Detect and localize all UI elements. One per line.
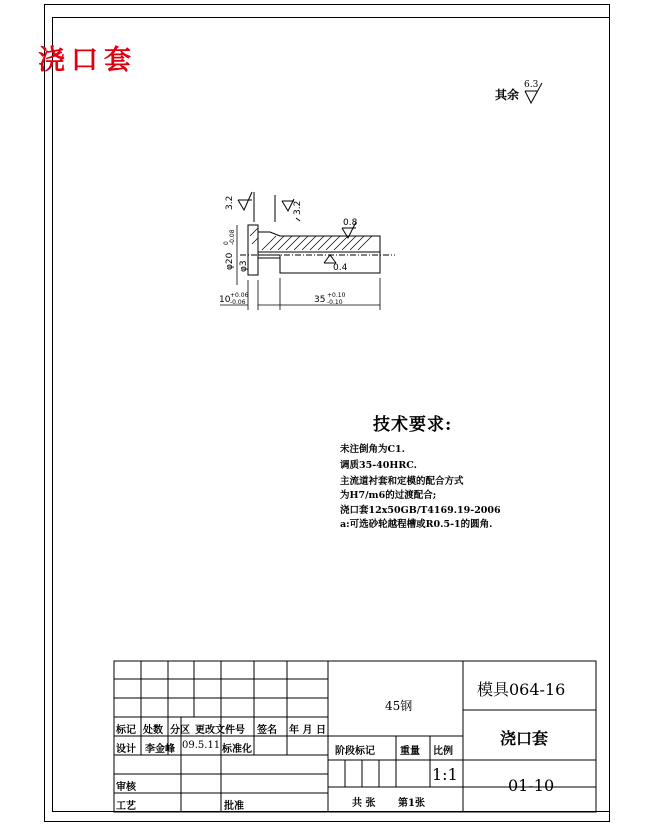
roughness-general-value: 6.3 — [524, 80, 539, 90]
tb-sheet-number: 第1张 — [398, 798, 425, 809]
tb-label-date: 年 月 日 — [289, 725, 326, 736]
tb-label-count: 处数 — [143, 725, 163, 736]
tb-label-zone: 分区 — [170, 725, 190, 736]
roughness-general-label: 其余 — [495, 88, 520, 102]
part-outline — [240, 225, 395, 275]
tb-design-date: 09.5.11 — [182, 740, 221, 751]
tb-part-name: 浇口套 — [500, 729, 549, 748]
roughness-symbol-general — [525, 83, 542, 103]
tech-requirement-line: 未注倒角为C1. — [340, 444, 405, 455]
dim-length-35-tol-upper: +0.10 — [327, 292, 346, 299]
tech-requirement-line: 为H7/m6的过渡配合; — [340, 490, 437, 501]
tb-material: 45钢 — [385, 699, 413, 713]
tb-total-sheets: 共 张 — [352, 798, 376, 809]
tb-label-standardize: 标准化 — [222, 744, 252, 755]
tb-sheet-code: 01-10 — [508, 776, 555, 795]
dim-diameter-20-tol-upper: 0 — [223, 241, 230, 245]
tb-label-process: 工艺 — [116, 801, 136, 812]
tech-requirement-line: 浇口套12x50GB/T4169.19-2006 — [340, 505, 501, 516]
tech-requirement-line: 主流道衬套和定模的配合方式 — [340, 476, 464, 487]
dim-length-10-tol-lower: -0.06 — [230, 299, 246, 306]
section-hatching — [250, 228, 372, 250]
tb-scale-value: 1:1 — [432, 765, 458, 784]
roughness-mark-2: 3.2 — [293, 200, 303, 215]
dim-diameter-small: φ3 — [239, 260, 249, 272]
tb-label-approve: 批准 — [224, 801, 244, 812]
roughness-mark-3: 0.8 — [343, 218, 358, 228]
tb-label-mark: 标记 — [116, 725, 136, 736]
tb-label-weight: 重量 — [400, 746, 420, 757]
dim-length-10: 10 — [219, 295, 231, 305]
tb-label-scale: 比例 — [433, 746, 453, 757]
tb-label-signature: 签名 — [257, 725, 277, 736]
tb-designer: 李金峰 — [145, 744, 175, 755]
roughness-mark-1: 3.2 — [225, 195, 235, 210]
tech-requirement-line: 调质35-40HRC. — [340, 460, 417, 471]
tb-label-design: 设计 — [116, 744, 136, 755]
tb-label-stage-mark: 阶段标记 — [335, 746, 375, 757]
tb-label-review: 审核 — [116, 782, 136, 793]
dim-diameter-20: φ20 — [225, 252, 235, 270]
roughness-mark-4: 0.4 — [333, 263, 348, 273]
tech-requirements-title: 技术要求: — [373, 415, 453, 435]
tb-label-change-doc: 更改文件号 — [195, 725, 245, 736]
part-title-stamp: 浇口套 — [38, 45, 137, 76]
dim-length-10-tol-upper: +0.06 — [230, 292, 249, 299]
dim-length-35: 35 — [314, 295, 326, 305]
tb-drawing-number: 模具064-16 — [477, 680, 566, 699]
dim-length-35-tol-lower: -0.10 — [327, 299, 343, 306]
dim-diameter-20-tol-lower: -0.08 — [229, 229, 236, 245]
tech-requirement-line: a:可选砂轮越程槽或R0.5-1的圆角. — [340, 519, 493, 530]
